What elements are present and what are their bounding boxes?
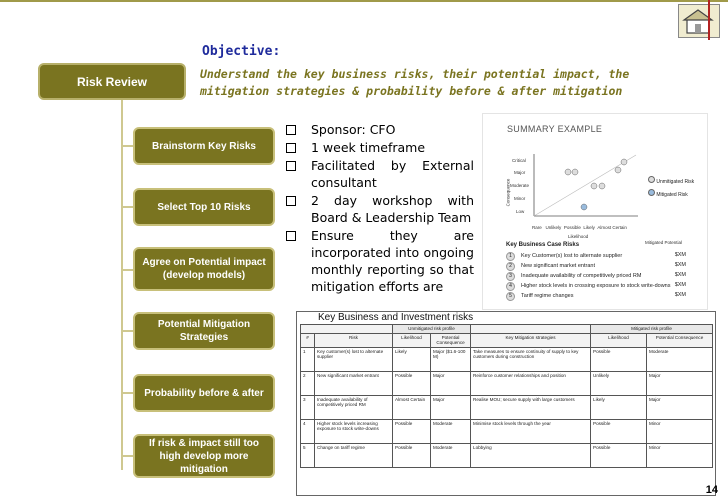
table-group-spacer (301, 325, 393, 334)
table-row: 2 New significant market entrant Possible Major Reinforce customer relationships and position Unlikely Major (301, 371, 713, 395)
slide-number: 14 (705, 484, 718, 496)
objective-title: Objective: (202, 44, 281, 59)
likelihood-ticks: Rare Unlikely Possible Likely Almost Certain (532, 225, 627, 230)
level-major: Major (514, 170, 526, 175)
flow-branch (121, 145, 133, 147)
bullet-list (284, 121, 474, 296)
step-select-top-10: Select Top 10 Risks (133, 188, 275, 226)
risk-item: 1 Key Customer(s) lost to alternate supplier $XM (506, 252, 706, 261)
bullet-list-container (284, 121, 479, 309)
step-agree-impact: Agree on Potential impact (develop models) (133, 247, 275, 291)
step-more-mitigation: If risk & impact still too high develop more mitigation (133, 434, 275, 478)
flow-branch (121, 392, 133, 394)
edge-accent-line (708, 0, 710, 40)
flow-branch (121, 455, 133, 457)
column-header: Likelihood (393, 333, 431, 347)
column-header: Risk (315, 333, 393, 347)
flow-branch (121, 269, 133, 271)
table-row: 3 Inadequate availability of competitively priced RM Almost Certain Major Realise MOU; secure supply with large customers Likely Major (301, 395, 713, 419)
key-risks-title: Key Business Case Risks (506, 242, 580, 248)
risk-item: 3 Inadequate availability of competitively priced RM $XM (506, 272, 706, 281)
unmitigated-group-header: Unmitigated risk profile (393, 325, 471, 334)
level-moderate: Moderate (510, 183, 530, 188)
home-button[interactable] (678, 4, 720, 38)
table-group-spacer (471, 325, 591, 334)
likelihood-axis-label: Likelihood (568, 234, 589, 239)
bullet-item: 2 day workshop with Board & Leadership Team (284, 192, 474, 226)
table-row: 4 Higher stock levels increasing exposure to stock write-downs Possible Moderate Minimise stock levels through the year Possible Minor (301, 419, 713, 443)
flow-branch (121, 206, 133, 208)
top-rule (0, 0, 728, 2)
risk-matrix (506, 150, 641, 222)
risk-table (300, 324, 713, 468)
summary-title: SUMMARY EXAMPLE (507, 124, 603, 134)
risk-table-title: Key Business and Investment risks (318, 312, 474, 323)
column-header: Potential Consequence (647, 333, 713, 347)
table-row: 1 Key customer(s) lost to alternate supplier Likely Major ($1.6-100 M) Take measures to ensure continuity of supply to key customers during construction Possible Moderate (301, 347, 713, 371)
column-header: # (301, 333, 315, 347)
risk-item: 4 Higher stock levels in crossing exposure to stock write-downs $XM (506, 282, 706, 291)
flow-branch (121, 330, 133, 332)
level-minor: Minor (514, 196, 526, 201)
bullet-item: Sponsor: CFO (284, 121, 474, 138)
risk-item: 5 Tariff regime changes $XM (506, 292, 706, 301)
column-header: Potential Consequence (431, 333, 471, 347)
risk-review-box: Risk Review (38, 63, 186, 100)
column-header: Key Mitigation strategies (471, 333, 591, 347)
bullet-item: Facilitated by External consultant (284, 157, 474, 191)
mitigated-group-header: Mitigated risk profile (591, 325, 713, 334)
column-header: Likelihood (591, 333, 647, 347)
risk-item: 2 New significant market entrant $XM (506, 262, 706, 271)
level-critical: Critical (512, 158, 526, 163)
flow-connector (121, 100, 123, 470)
step-brainstorm: Brainstorm Key Risks (133, 127, 275, 165)
home-icon (679, 5, 721, 39)
consequence-axis-label: Consequence (505, 178, 511, 207)
objective-text: Understand the key business risks, their potential impact, the mitigation strategies & probability before & after mitigation (200, 67, 630, 98)
mitigated-potential-label: Mitigated Potential (645, 240, 683, 245)
step-mitigation-strategies: Potential Mitigation Strategies (133, 312, 275, 350)
level-low: Low (516, 209, 525, 214)
matrix-legend: Unmitigated Risk Mitigated Risk (648, 176, 694, 198)
table-row: 5 Change on tariff regime Possible Moderate Lobbying Possible Minor (301, 443, 713, 467)
bullet-item: 1 week timeframe (284, 139, 474, 156)
bullet-item: Ensure they are incorporated into ongoing monthly reporting so that mitigation efforts are (284, 227, 474, 295)
step-probability: Probability before & after (133, 374, 275, 412)
